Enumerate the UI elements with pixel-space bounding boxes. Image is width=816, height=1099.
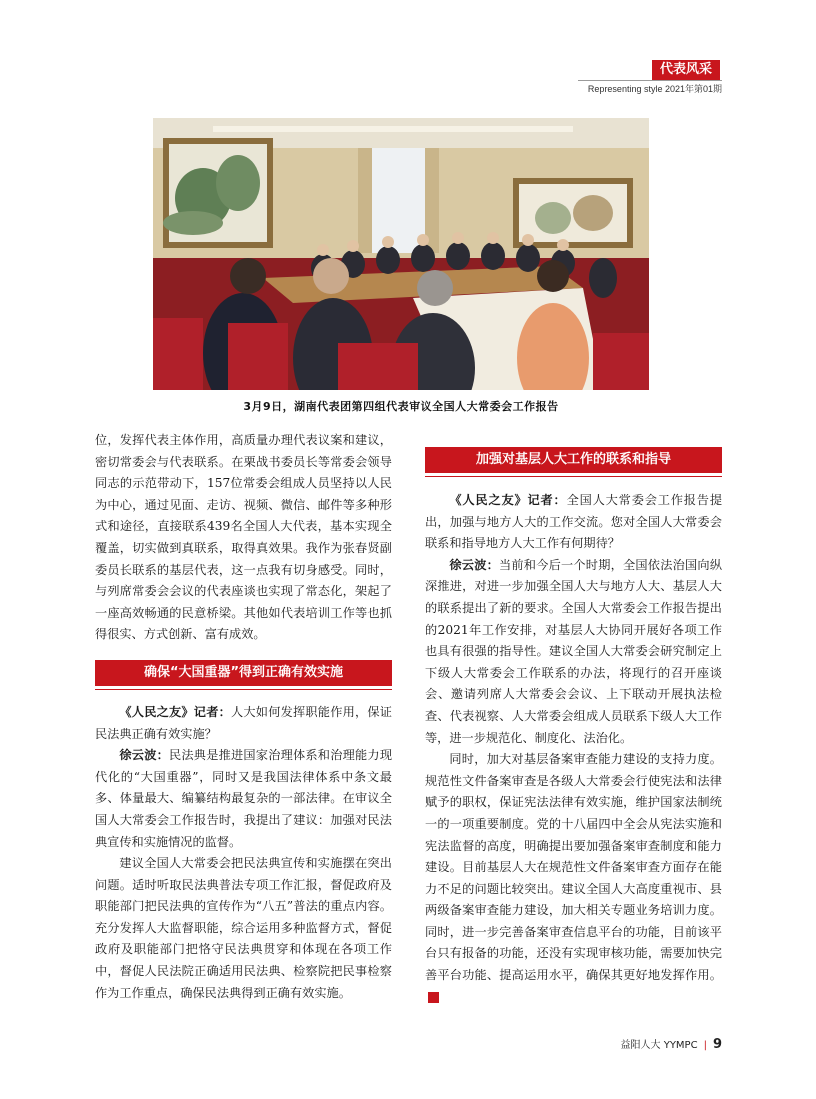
issue-subtitle: Representing style 2021年第01期 [587, 84, 722, 94]
question-paragraph [95, 702, 392, 745]
closing-text: 同时，加大对基层备案审查能力建设的支持力度。规范性文件备案审查是各级人大常委会行使宪法和法律赋予的职权，保证宪法法律有效实施，维护国家法制统一的一项重要制度。党的十八届四中全会从宪法实施和宪法监督的高度，明确提出要加强备案审查制度和能力建设。目前基层人大在规范性文件备案审查方面存在能力不足的问题比较突出。建议全国人大高度重视市、县两级备案审查能力建设，加大相关专题业务培训力度。同时，进一步完善备案审查信息平台的功能，目前该平台只有报备的功能，还没有实现审核功能，需要加快完善平台功能、提高运用水平，确保其更好地发挥作用。 [425, 752, 722, 983]
interviewer-label: 《人民之友》记者： [119, 704, 231, 719]
answer-text: 民法典是推进国家治理体系和治理能力现代化的“大国重器”，同时又是我国法律体系中条文最多、体量最大、编纂结构最复杂的一部法律。在审议全国人大常委会工作报告时，我提出了建议：加强对民法典宣传和实施情况的监督。 [95, 748, 393, 849]
right-column [425, 490, 722, 1008]
page-number: 9 [712, 1037, 722, 1052]
question-text: 全国人大常委会工作报告提出，加强与地方人大的工作交流。您对全国人大常委会联系和指导地方人大工作有何期待？ [425, 493, 723, 551]
meeting-photo [153, 118, 649, 390]
magazine-name: 益阳人大 YYMPC [620, 1040, 698, 1051]
photo-caption: 3月9日，湖南代表团第四组代表审议全国人大常委会工作报告 [243, 400, 559, 413]
section-heading-civil-code: 确保“大国重器”得到正确有效实施 [95, 660, 392, 686]
footer-divider: | [703, 1040, 707, 1051]
body-paragraph: 建议全国人大常委会把民法典宣传和实施摆在突出问题。适时听取民法典普法专项工作汇报，督促政府及职能部门把民法典的宣传作为“八五”普法的重点内容。充分发挥人大监督职能，综合运用多种监督方式，督促政府及职能部门把恪守民法典贯穿和体现在各项工作中，督促人民法院正确适用民法典、检察院把民事检察作为工作重点，确保民法典得到正确有效实施。 [95, 856, 392, 1000]
answer-paragraph [95, 745, 392, 853]
page-footer [600, 1036, 722, 1052]
interviewer-label: 《人民之友》记者： [449, 493, 567, 507]
section-heading-local-congress: 加强对基层人大工作的联系和指导 [425, 447, 722, 473]
interviewee-label: 徐云波： [119, 748, 169, 763]
answer-text: 当前和今后一个时期，全国依法治国向纵深推进，对进一步加强全国人大与地方人大、基层人大的联系提出了新的要求。全国人大常委会工作报告提出的2021年工作安排，对基层人大协同开展好各项工作也具有很强的指导性。建议全国人大常委会研究制定上下级人大常委会工作联系的办法，将现行的召开座谈会、邀请列席人大常委会会议、上下联动开展执法检查、代表视察、人大常委会组成人员联系下级人大工作等，进一步规范化、制度化、法治化。 [425, 557, 723, 745]
section-tag: 代表风采 [652, 60, 720, 80]
header-divider [578, 80, 722, 81]
left-column [95, 430, 392, 1004]
body-paragraph [425, 749, 722, 1008]
answer-paragraph [425, 555, 722, 749]
meeting-photo-illustration [153, 118, 649, 390]
intro-paragraph: 位，发挥代表主体作用，高质量办理代表议案和建议，密切常委会与代表联系。在栗战书委员长等常委会领导同志的示范带动下，157位常委会组成人员坚持以人民为中心，通过见面、走访、视频、微信、邮件等多种形式和途径，直接联系439名全国人大代表，基本实现全覆盖，切实做到真联系，取得真效果。我作为张春贤副委员长联系的基层代表，这一点我有切身感受。同时，与列席常委会会议的代表座谈也实现了常态化，架起了一座高效畅通的民意桥梁。其他如代表培训工作等也抓得很实、方式创新、富有成效。 [95, 433, 392, 642]
interviewee-label: 徐云波： [449, 557, 499, 572]
question-text: 人大如何发挥职能作用，保证民法典正确有效实施？ [95, 704, 392, 741]
article-end-mark: 文 [428, 992, 439, 1003]
question-paragraph [425, 490, 722, 555]
